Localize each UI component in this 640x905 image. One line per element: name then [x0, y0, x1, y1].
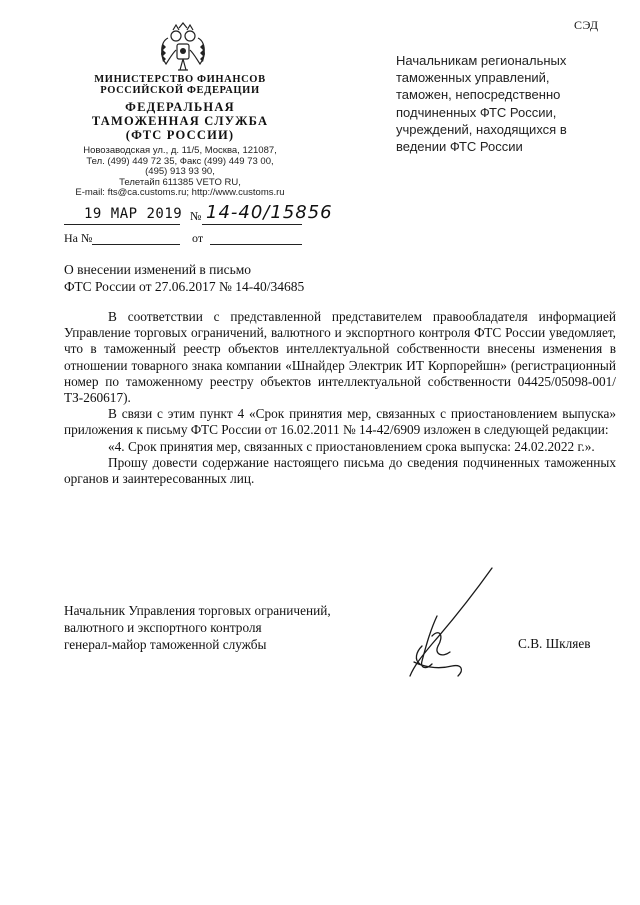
org-address: [60, 146, 300, 199]
service-line: ТАМОЖЕННАЯ СЛУЖБА: [91, 114, 269, 128]
service-line: (ФТС РОССИИ): [125, 128, 235, 142]
body-paragraph: Прошу довести содержание настоящего письма до сведения подчиненных таможенных органов и заинтересованных лиц.: [64, 454, 616, 487]
addressee-line: таможен, непосредственно: [396, 87, 561, 103]
registration-date: 19 МАР 2019: [84, 206, 183, 222]
address-line: (495) 913 93 90,: [145, 166, 215, 177]
addressee-line: Начальникам региональных: [396, 53, 567, 68]
registration-number: 14-40/15856: [206, 202, 333, 223]
signatory-name: С.В. Шкляев: [518, 636, 591, 651]
body-paragraph: В соответствии с представленной представителем правообладателя информацией Управление торговых ограничений, валютного и экспортного контроля ФТС России уведомляет, что в таможенный реестр объектов интеллектуальной собственности внесены изменения в отношении товарного знака компании «Шнайдер Электрик ИТ Корпорейшн» (регистрационный номер по таможенному реестру объектов интеллектуальной собственности 04425/05098-001/ТЗ-260617).: [64, 309, 616, 406]
number-underline: [202, 224, 302, 225]
address-line: E-mail: fts@ca.customs.ru; http://www.customs.ru: [75, 187, 285, 198]
addressee-line: учреждений, находящихся в: [396, 121, 567, 137]
ministry-name: [60, 74, 300, 96]
subject-line: ФТС России от 27.06.2017 № 14-40/34685: [64, 279, 305, 294]
position-line: Начальник Управления торговых ограничений,: [64, 603, 331, 618]
addressee-line: подчиненных ФТС России,: [396, 104, 557, 120]
reference-date-underline: [210, 244, 302, 245]
subject-line: О внесении изменений в письмо: [64, 262, 252, 277]
address-line: Телетайп 611385 VETO RU,: [119, 176, 241, 188]
body-paragraph: «4. Срок принятия мер, связанных с приостановлением срока выпуска: 24.02.2022 г.».: [108, 438, 595, 454]
ministry-line: МИНИСТЕРСТВО ФИНАНСОВ: [94, 74, 266, 85]
address-line: Тел. (499) 449 72 35, Факс (499) 449 73 00,: [86, 155, 274, 167]
sed-stamp: СЭД: [574, 18, 599, 32]
handwritten-signature: [392, 566, 502, 686]
letter-body: [64, 309, 616, 487]
coat-of-arms-icon: [158, 22, 208, 78]
address-line: Новозаводская ул., д. 11/5, Москва, 121087,: [83, 145, 277, 156]
letter-subject: [64, 261, 384, 295]
reference-underline: [92, 244, 180, 245]
service-name: [60, 100, 300, 142]
addressee-line: таможенных управлений,: [396, 70, 550, 86]
reference-label: На №: [64, 231, 93, 245]
position-line: генерал-майор таможенной службы: [64, 637, 267, 653]
body-paragraph: В связи с этим пункт 4 «Срок принятия мер, связанных с приостановлением выпуска» приложения к письму ФТС России от 16.02.2011 № 14-42/6909 изложен в следующей редакции:: [64, 406, 616, 438]
number-label: №: [190, 209, 202, 223]
signatory-position: [64, 602, 424, 654]
date-underline: [64, 224, 180, 225]
reference-date-label: от: [192, 231, 204, 245]
ministry-line: РОССИЙСКОЙ ФЕДЕРАЦИИ: [100, 85, 260, 96]
position-line: валютного и экспортного контроля: [64, 620, 262, 636]
service-line: ФЕДЕРАЛЬНАЯ: [125, 100, 235, 114]
addressee-block: [396, 52, 616, 155]
addressee-line: ведении ФТС России: [396, 139, 523, 155]
